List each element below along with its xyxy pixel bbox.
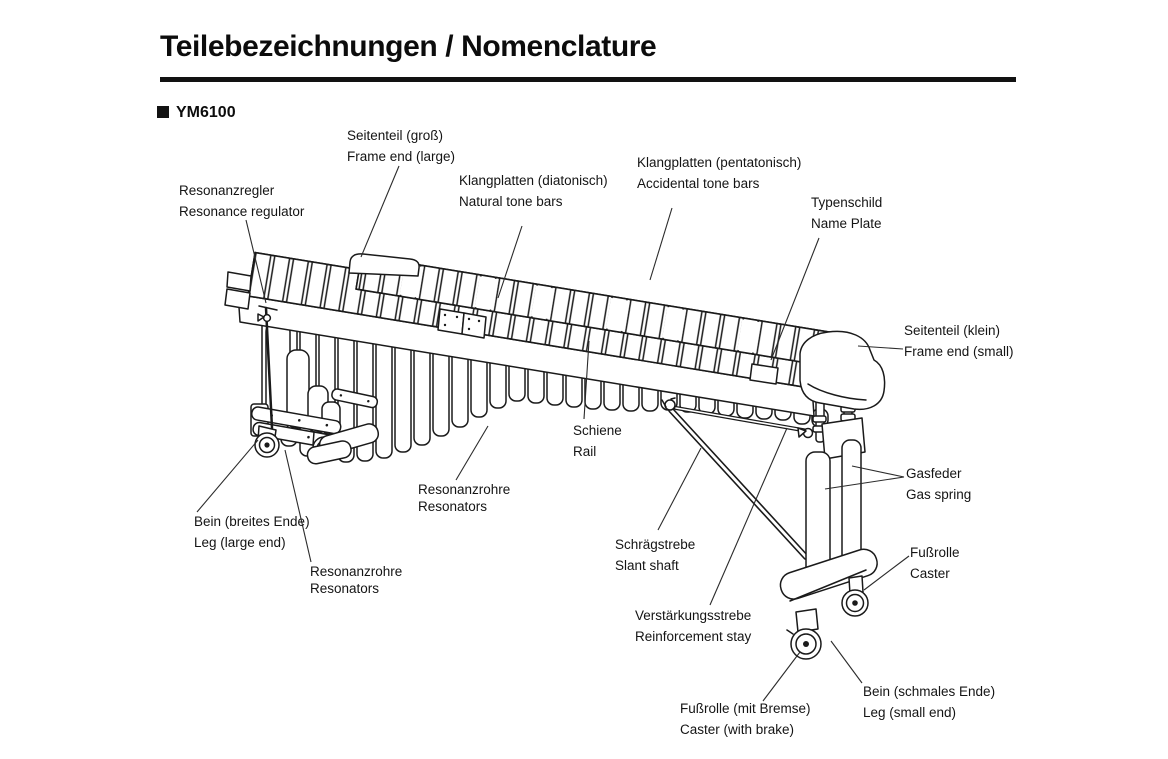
label-de: Resonanzrohre — [310, 564, 403, 579]
callout-frame-end-small — [904, 321, 1014, 362]
label-en: Frame end (large) — [347, 148, 456, 164]
label-en: Frame end (small) — [904, 343, 1014, 359]
left-caster — [255, 426, 279, 457]
label-de: Schiene — [573, 423, 622, 438]
label-en: Rail — [573, 443, 597, 459]
frame-end-large-shape — [349, 254, 419, 276]
page-title: Teilebezeichnungen / Nomenclature — [160, 30, 657, 63]
stay-wing-bolt — [798, 428, 813, 438]
label-de: Schrägstrebe — [615, 537, 696, 552]
callout-slant-shaft — [615, 535, 695, 576]
callout-reinforcement-stay — [635, 606, 751, 647]
label-de: Bein (schmales Ende) — [863, 684, 996, 699]
label-de: Resonanzregler — [179, 183, 275, 198]
label-en: Gas spring — [906, 486, 972, 502]
label-en: Leg (large end) — [194, 534, 286, 550]
callout-caster — [910, 543, 960, 584]
model-label: YM6100 — [176, 104, 236, 121]
label-en: Resonators — [310, 580, 380, 596]
callout-natural-tone-bars — [459, 171, 608, 212]
label-en: Caster (with brake) — [680, 721, 795, 737]
callout-frame-end-large — [347, 126, 455, 167]
frame-end-left-face — [225, 272, 251, 309]
callout-name-plate — [811, 193, 882, 234]
front-caster-with-brake — [787, 609, 821, 659]
label-de: Fußrolle — [910, 545, 960, 560]
label-de: Seitenteil (klein) — [904, 323, 1001, 338]
gas-spring-rear — [842, 440, 861, 566]
frame-end-small-shape — [800, 331, 885, 409]
label-en: Caster — [910, 565, 950, 581]
label-de: Typenschild — [811, 195, 883, 210]
label-de: Resonanzrohre — [418, 482, 511, 497]
callout-gas-spring — [906, 464, 971, 505]
callout-resonance-regulator — [179, 181, 304, 222]
callout-resonators-lower — [310, 564, 402, 597]
callout-accidental-tone-bars — [637, 153, 801, 194]
label-de: Klangplatten (diatonisch) — [459, 173, 608, 188]
callout-leg-small-end — [863, 682, 995, 723]
callout-resonators-upper — [418, 482, 510, 515]
label-de: Klangplatten (pentatonisch) — [637, 155, 802, 170]
callout-leg-large-end — [194, 512, 310, 553]
label-de: Bein (breites Ende) — [194, 514, 310, 529]
label-en: Resonators — [418, 498, 488, 514]
label-de: Fußrolle (mit Bremse) — [680, 701, 811, 716]
label-de: Verstärkungsstrebe — [635, 608, 752, 623]
callout-caster-with-brake — [680, 699, 811, 740]
callout-rail — [573, 421, 622, 462]
name-plate-shape — [750, 364, 778, 384]
label-en: Leg (small end) — [863, 704, 957, 720]
label-en: Natural tone bars — [459, 193, 563, 209]
label-en: Resonance regulator — [179, 203, 305, 219]
label-en: Slant shaft — [615, 557, 679, 573]
label-de: Gasfeder — [906, 466, 962, 481]
label-en: Reinforcement stay — [635, 628, 752, 644]
label-de: Seitenteil (groß) — [347, 128, 444, 143]
label-en: Accidental tone bars — [637, 175, 760, 191]
label-en: Name Plate — [811, 215, 882, 231]
